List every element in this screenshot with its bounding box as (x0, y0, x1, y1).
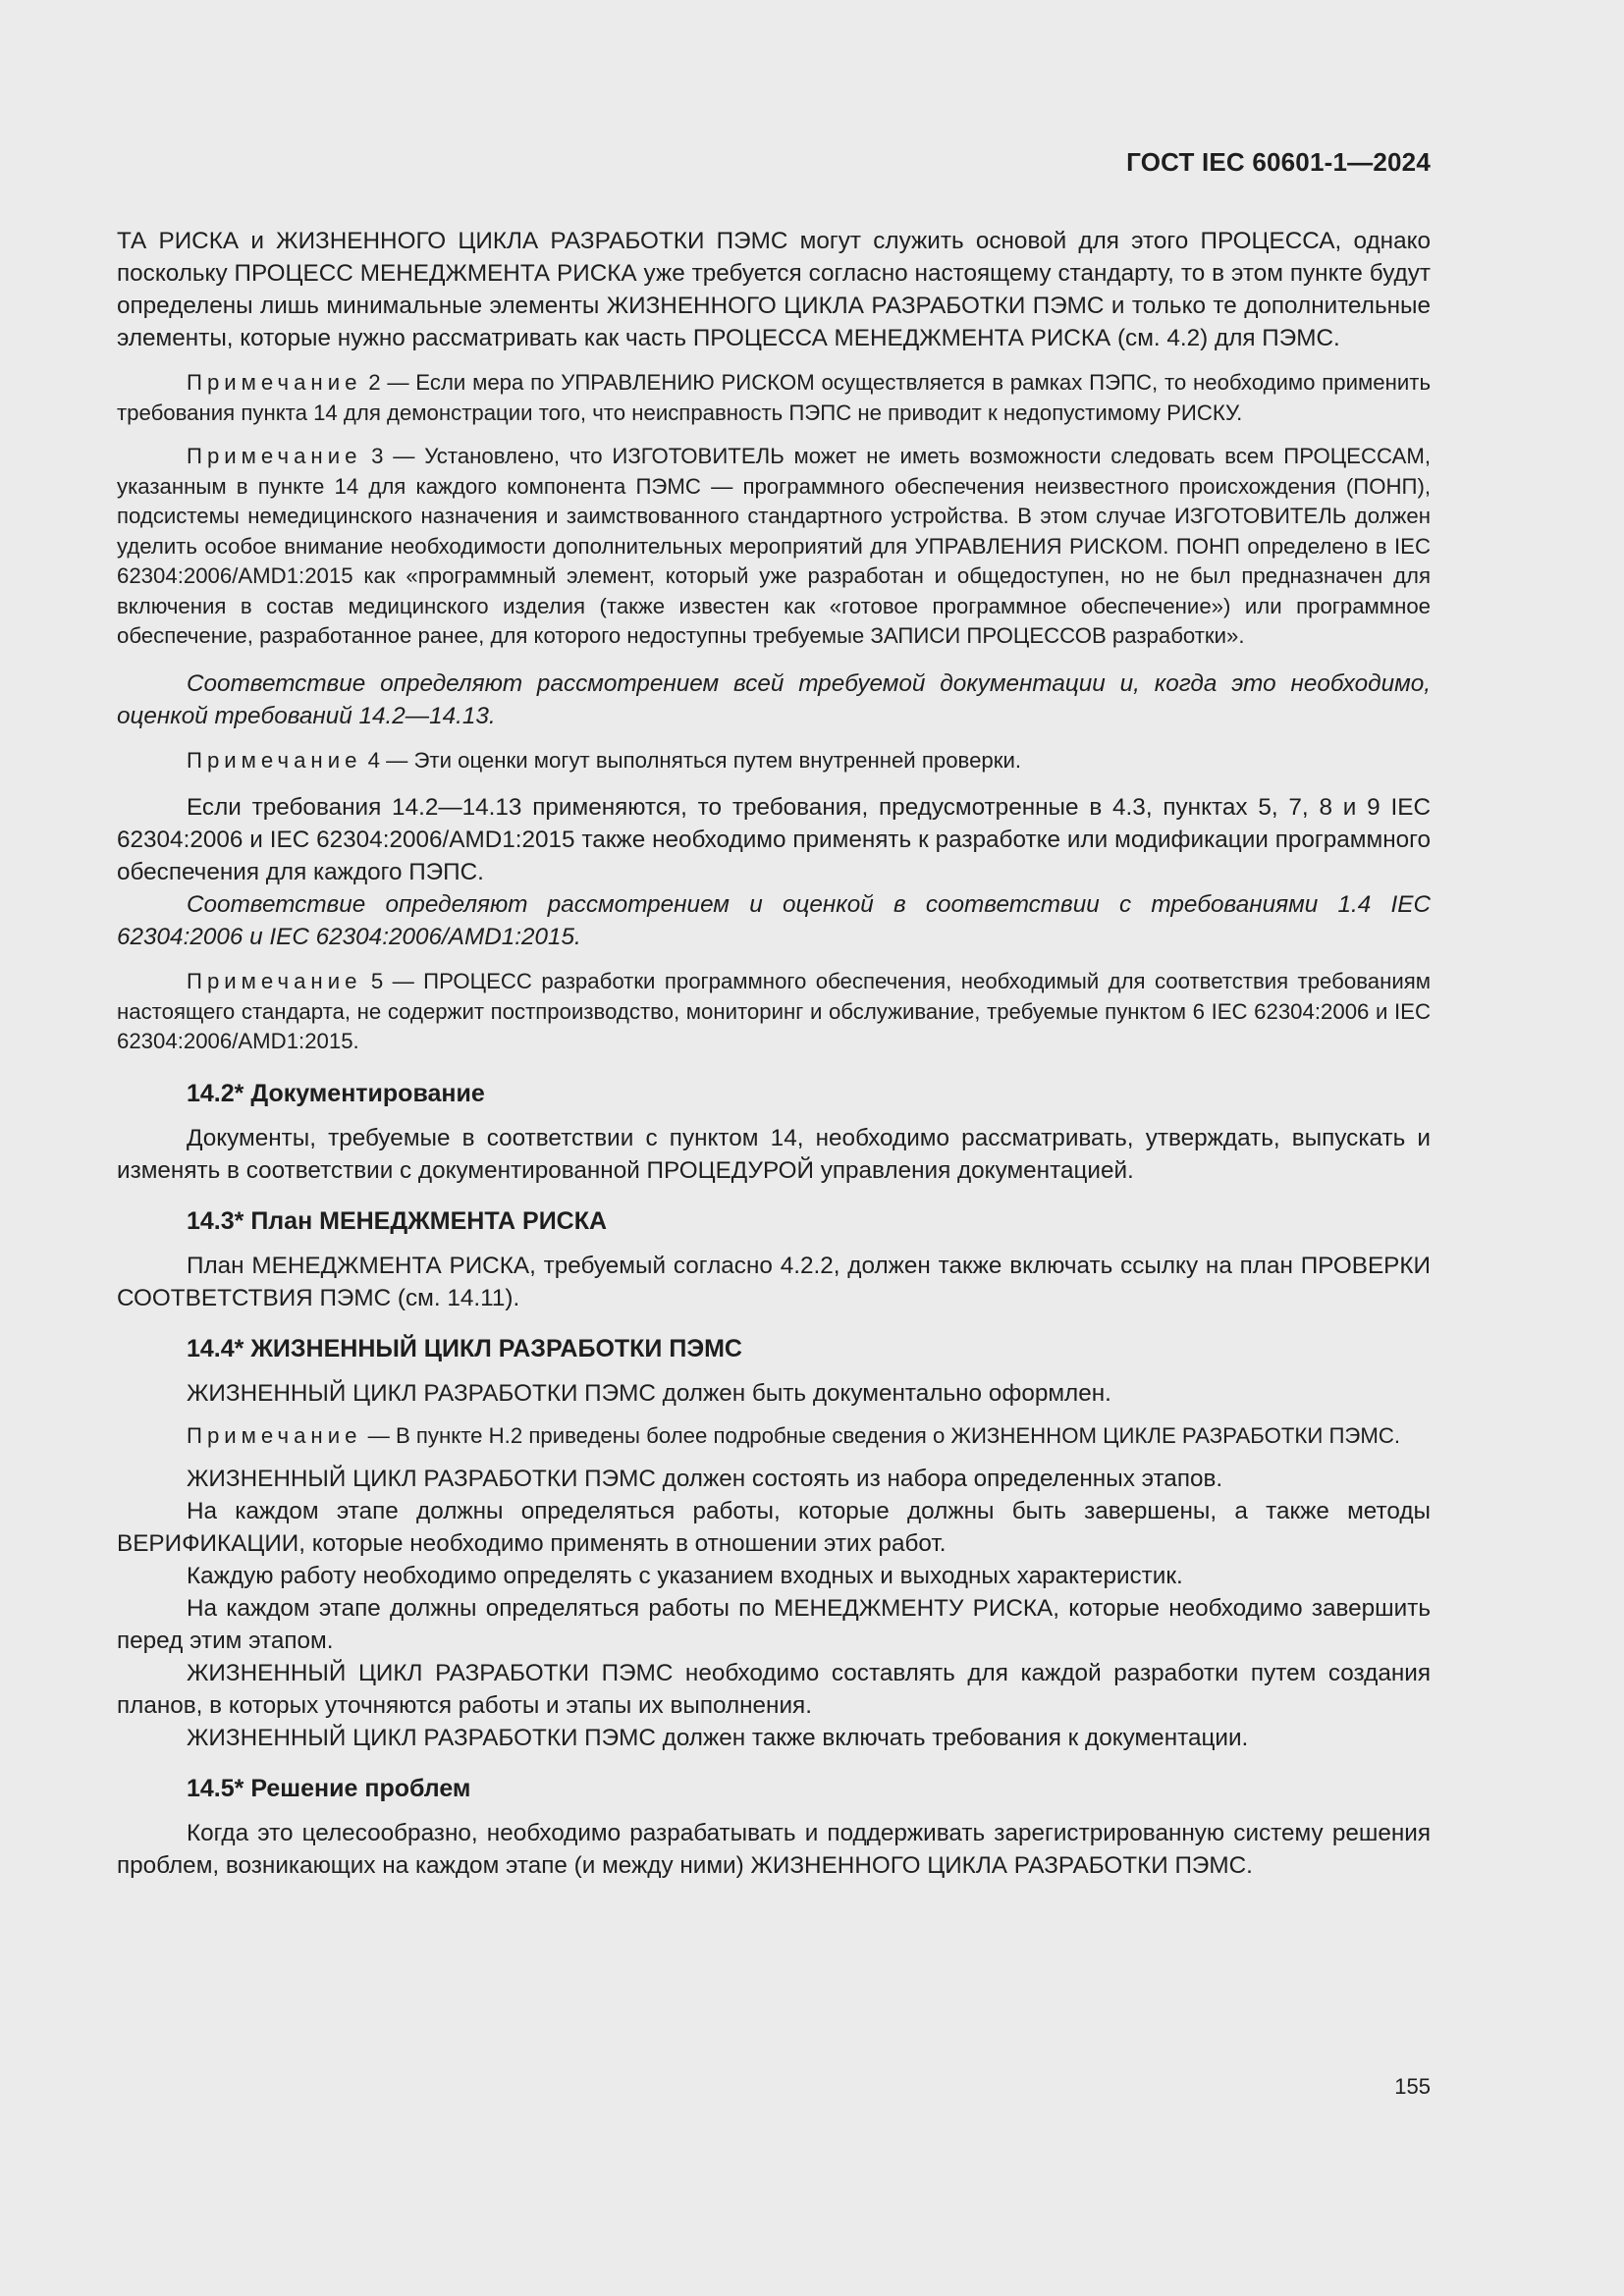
note-label: Примечание (187, 747, 362, 773)
section-14-2-text: Документы, требуемые в соответствии с пунктом 14, необходимо рассматривать, утверждать, выпускать и изменять в соответствии с документированной ПРОЦЕДУРОЙ управления документацией. (117, 1124, 1431, 1184)
requirements-paragraph: Если требования 14.2—14.13 применяются, то требования, предусмотренные в 4.3, пунктах 5, 7, 8 и 9 IEC 62304:2006 и IEC 62304:2006/AMD1:2015 также необходимо применять к разработке или модификации программного обеспечения для каждого ПЭПС. (117, 794, 1431, 885)
page-content (117, 225, 1431, 1882)
section-heading-14-2: 14.2* Документирование (187, 1079, 485, 1107)
note-text: 2 — Если мера по УПРАВЛЕНИЮ РИСКОМ осуществляется в рамках ПЭПС, то необходимо применить требования пункта 14 для демонстрации того, что неисправность ПЭПС не приводит к недопустимому РИСКУ. (117, 370, 1431, 425)
section-14-4-p2: ЖИЗНЕННЫЙ ЦИКЛ РАЗРАБОТКИ ПЭМС должен состоять из набора определенных этапов. (187, 1466, 1223, 1492)
section-14-3-text: План МЕНЕДЖМЕНТА РИСКА, требуемый согласно 4.2.2, должен также включать ссылку на план ПРОВЕРКИ СООТВЕТСТВИЯ ПЭМС (см. 14.11). (117, 1252, 1431, 1311)
section-14-4-p6: ЖИЗНЕННЫЙ ЦИКЛ РАЗРАБОТКИ ПЭМС необходимо составлять для каждой разработки путем создания планов, в которых уточняются работы и этапы их выполнения. (117, 1660, 1431, 1719)
section-14-4-note (117, 1421, 1431, 1452)
note-text: 5 — ПРОЦЕСС разработки программного обеспечения, необходимый для соответствия требованиям настоящего стандарта, не содержит постпроизводство, мониторинг и обслуживание, требуемые пунктом 6 IEC 62304:2006 и IEC 62304:2006/AMD1:2015. (117, 969, 1431, 1053)
note-text: 3 — Установлено, что ИЗГОТОВИТЕЛЬ может не иметь возможности следовать всем ПРОЦЕССАМ, указанным в пункте 14 для каждого компонента ПЭМС — программного обеспечения неизвестного происхождения (ПОНП), подсистемы немедицинского назначения и заимствованного стандартного устройства. В этом случае ИЗГОТОВИТЕЛЬ должен уделить особое внимание необходимости дополнительных мероприятий для УПРАВЛЕНИЯ РИСКОМ. ПОНП определено в IEC 62304:2006/AMD1:2015 как «программный элемент, который уже разработан и общедоступен, но не был предназначен для включения в состав медицинского изделия (также известен как «готовое программное обеспечение») или программное обеспечение, разработанное ранее, для которого недоступны требуемые ЗАПИСИ ПРОЦЕССОВ разработки». (117, 444, 1431, 648)
section-14-4-p5: На каждом этапе должны определяться работы по МЕНЕДЖМЕНТУ РИСКА, которые необходимо завершить перед этим этапом. (117, 1595, 1431, 1654)
note-2 (117, 368, 1431, 428)
section-heading-14-4: 14.4* ЖИЗНЕННЫЙ ЦИКЛ РАЗРАБОТКИ ПЭМС (187, 1334, 742, 1362)
note-label: Примечание (187, 969, 362, 993)
section-14-4-p3: На каждом этапе должны определяться работы, которые должны быть завершены, а также методы ВЕРИФИКАЦИИ, которые необходимо применять в отношении этих работ. (117, 1498, 1431, 1557)
note-label: Примечание (187, 370, 362, 395)
note-label: Примечание (187, 444, 362, 468)
section-14-4-p7: ЖИЗНЕННЫЙ ЦИКЛ РАЗРАБОТКИ ПЭМС должен также включать требования к документации. (187, 1725, 1249, 1751)
section-heading-14-5: 14.5* Решение проблем (187, 1775, 471, 1802)
note-text: — В пункте H.2 приведены более подробные сведения о ЖИЗНЕННОМ ЦИКЛЕ РАЗРАБОТКИ ПЭМС. (361, 1422, 1401, 1448)
note-5 (117, 967, 1431, 1057)
note-3 (117, 442, 1431, 652)
section-14-4-p4: Каждую работу необходимо определять с указанием входных и выходных характеристик. (187, 1563, 1183, 1589)
section-14-5-text: Когда это целесообразно, необходимо разрабатывать и поддерживать зарегистрированную систему решения проблем, возникающих на каждом этапе (и между ними) ЖИЗНЕННОГО ЦИКЛА РАЗРАБОТКИ ПЭМС. (117, 1820, 1431, 1879)
intro-paragraph: ТА РИСКА и ЖИЗНЕННОГО ЦИКЛА РАЗРАБОТКИ ПЭМС могут служить основой для этого ПРОЦЕССА, однако поскольку ПРОЦЕСС МЕНЕДЖМЕНТА РИСКА уже требуется согласно настоящему стандарту, то в этом пункте будут определены лишь минимальные элементы ЖИЗНЕННОГО ЦИКЛА РАЗРАБОТКИ ПЭМС и только те дополнительные элементы, которые нужно рассматривать как часть ПРОЦЕССА МЕНЕДЖМЕНТА РИСКА (см. 4.2) для ПЭМС. (117, 228, 1431, 351)
compliance-statement-2: Соответствие определяют рассмотрением и оценкой в соответствии с требованиями 1.4 IEC 62304:2006 и IEC 62304:2006/AMD1:2015. (117, 891, 1431, 950)
compliance-statement-1: Соответствие определяют рассмотрением всей требуемой документации и, когда это необходимо, оценкой требований 14.2—14.13. (117, 669, 1431, 729)
note-label: Примечание (187, 1422, 362, 1448)
note-text: 4 — Эти оценки могут выполняться путем внутренней проверки. (361, 747, 1022, 773)
note-4 (117, 746, 1431, 776)
section-14-4-p1: ЖИЗНЕННЫЙ ЦИКЛ РАЗРАБОТКИ ПЭМС должен быть документально оформлен. (187, 1379, 1111, 1407)
section-heading-14-3: 14.3* План МЕНЕДЖМЕНТА РИСКА (187, 1206, 608, 1235)
page-number: 155 (1394, 2074, 1431, 2099)
document-code: ГОСТ IEC 60601-1—2024 (1126, 147, 1431, 177)
